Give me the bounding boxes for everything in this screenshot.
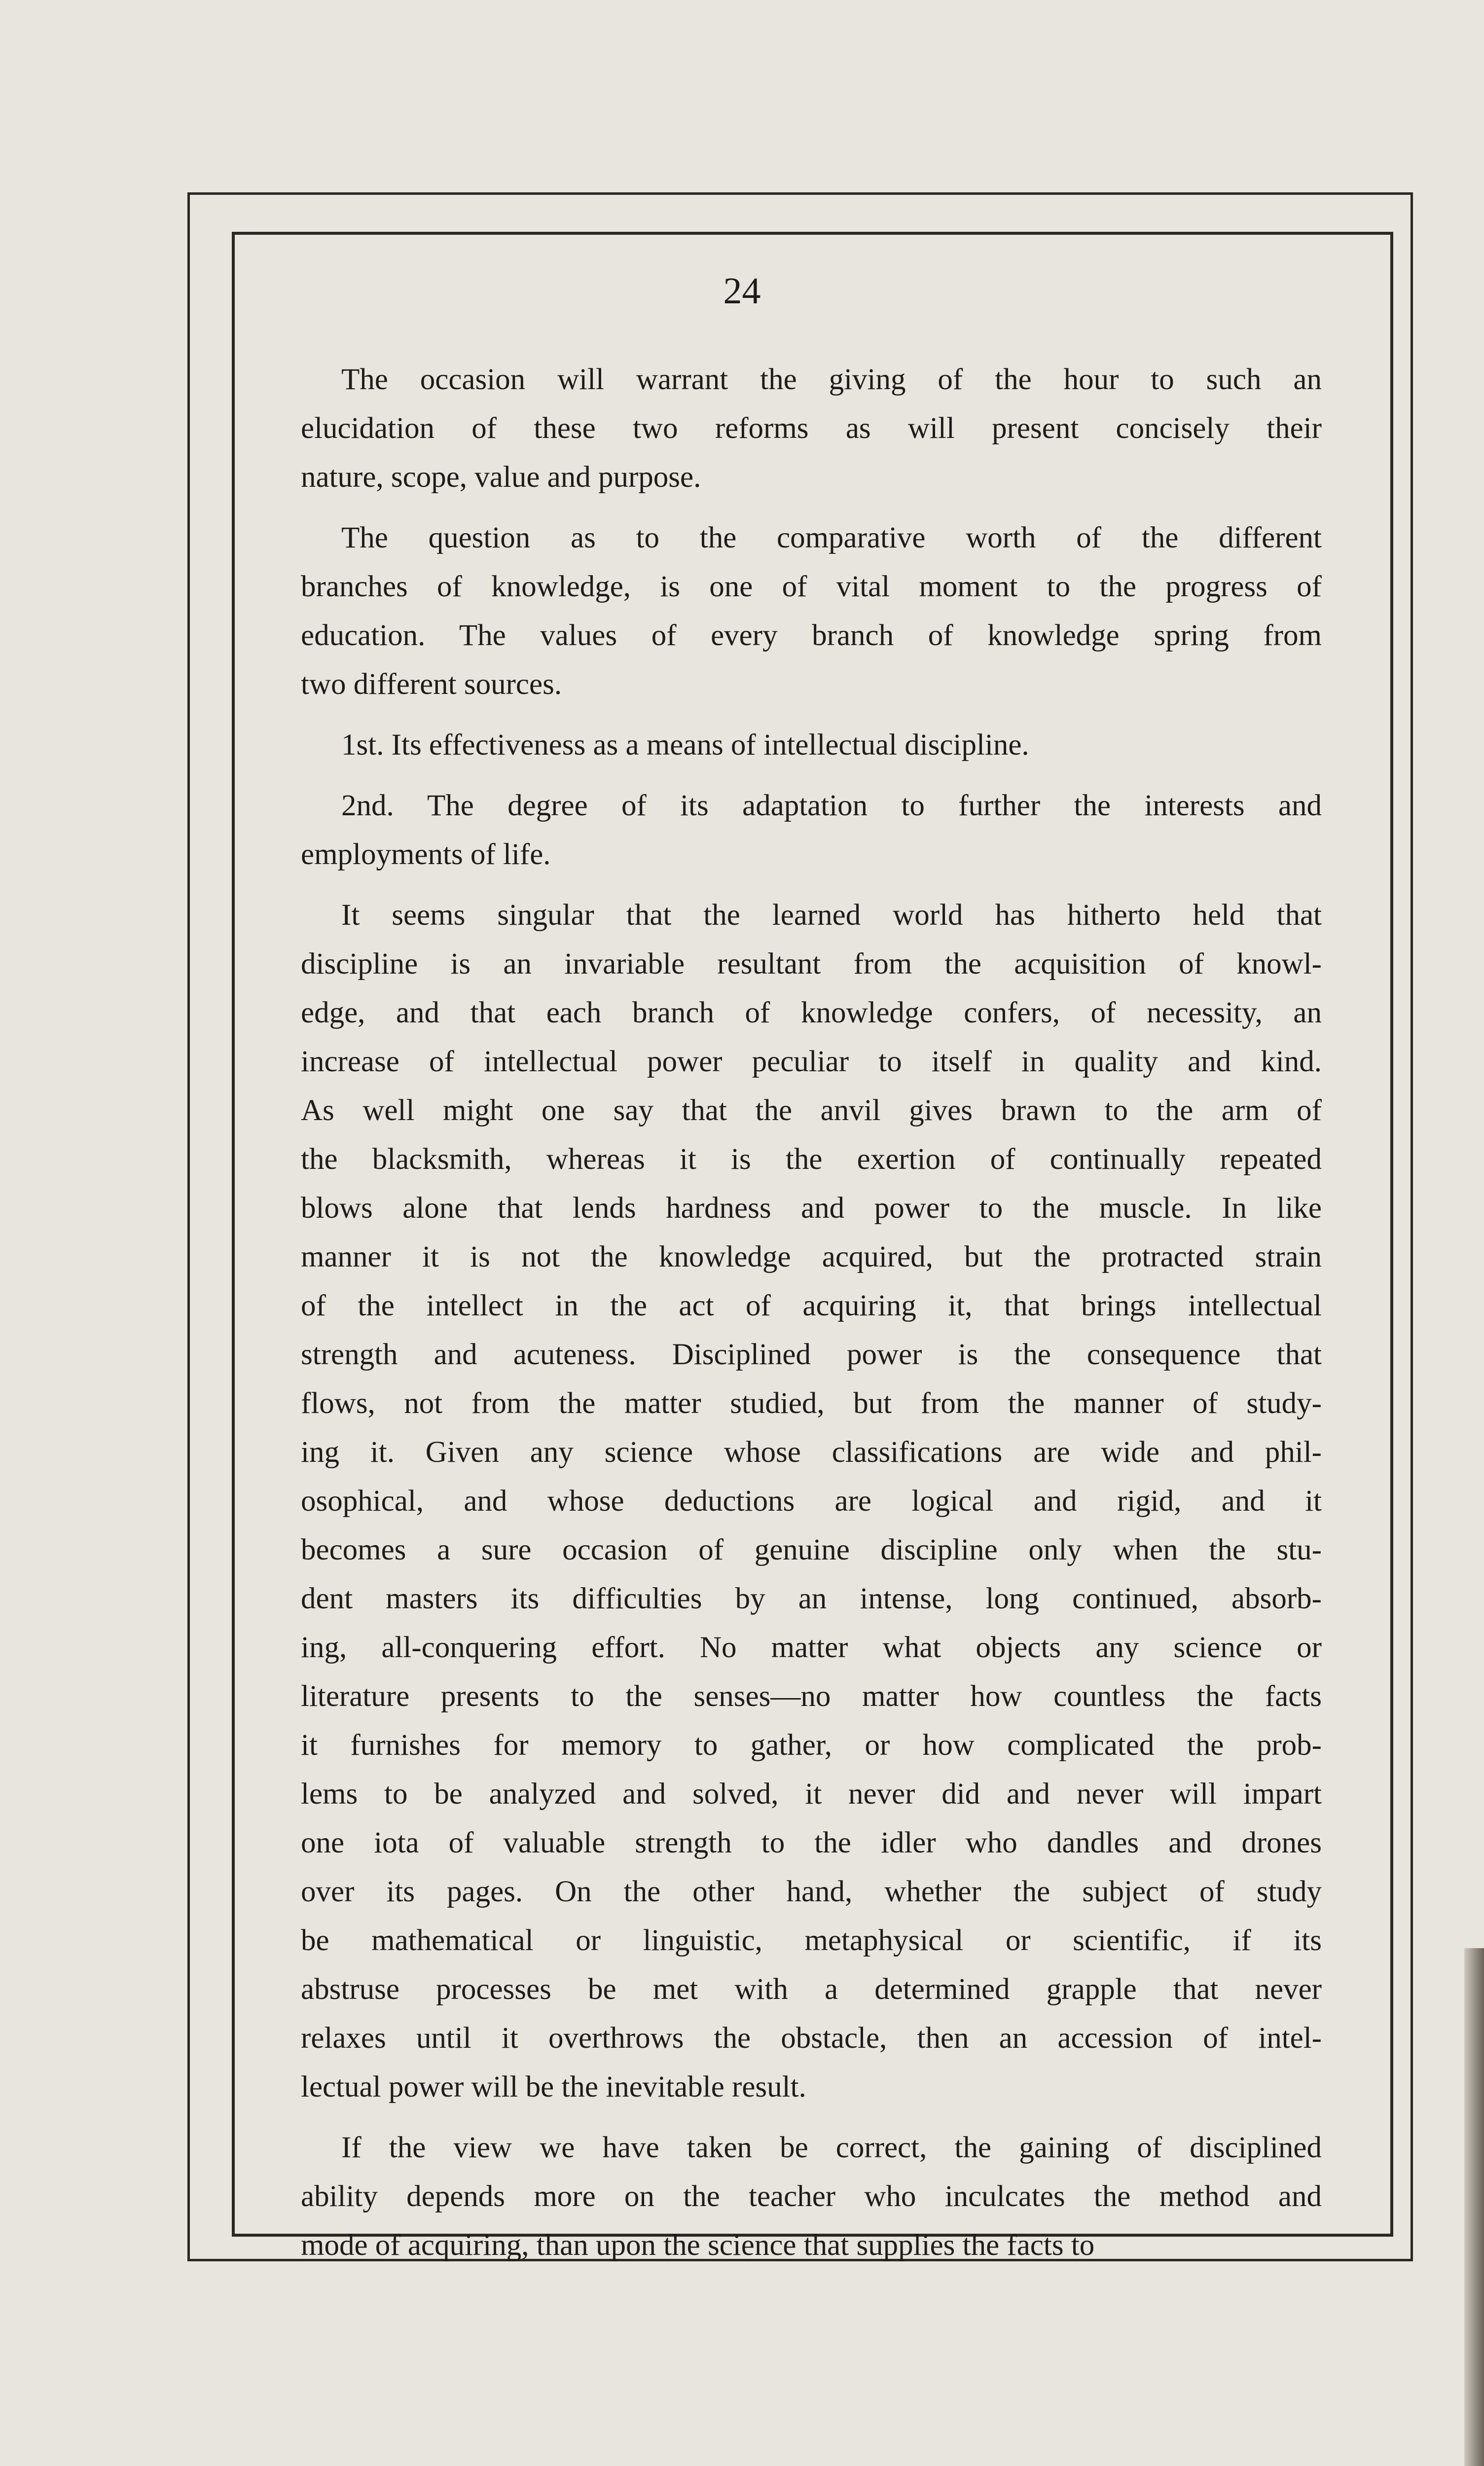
text-line: it furnishes for memory to gather, or how complicated the prob- bbox=[301, 1729, 1322, 1762]
text-line: two different sources. bbox=[301, 668, 562, 701]
text-line: employments of life. bbox=[301, 838, 551, 871]
text-line: relaxes until it overthrows the obstacle, then an accession of intel- bbox=[301, 2022, 1322, 2055]
text-line: literature presents to the senses—no matter how countless the facts bbox=[301, 1680, 1322, 1713]
text-line: As well might one say that the anvil gives brawn to the arm of bbox=[301, 1094, 1322, 1127]
text-line: osophical, and whose deductions are logical and rigid, and it bbox=[301, 1485, 1322, 1518]
text-line: lems to be analyzed and solved, it never did and never will impart bbox=[301, 1777, 1322, 1811]
text-line: increase of intellectual power peculiar to itself in quality and kind. bbox=[301, 1045, 1322, 1078]
text-line: dent masters its difficulties by an intense, long continued, absorb- bbox=[301, 1582, 1322, 1615]
text-line: one iota of valuable strength to the idler who dandles and drones bbox=[301, 1826, 1322, 1859]
text-line: the blacksmith, whereas it is the exertion of continually repeated bbox=[301, 1143, 1322, 1176]
paragraph bbox=[301, 781, 1322, 879]
text-line: The question as to the comparative worth of the different bbox=[341, 521, 1322, 554]
text-line: ability depends more on the teacher who inculcates the method and bbox=[301, 2180, 1322, 2213]
paragraph bbox=[301, 513, 1322, 709]
text-line: discipline is an invariable resultant from the acquisition of knowl- bbox=[301, 947, 1322, 980]
text-line: education. The values of every branch of knowledge spring from bbox=[301, 619, 1322, 652]
text-line: elucidation of these two reforms as will present concisely their bbox=[301, 412, 1322, 445]
text-line: edge, and that each branch of knowledge confers, of necessity, an bbox=[301, 996, 1322, 1029]
text-line: flows, not from the matter studied, but from the manner of study- bbox=[301, 1387, 1322, 1420]
text-line: 2nd. The degree of its adaptation to further the interests and bbox=[341, 789, 1322, 822]
text-line: nature, scope, value and purpose. bbox=[301, 461, 701, 494]
text-line: manner it is not the knowledge acquired, but the protracted strain bbox=[301, 1240, 1322, 1273]
paragraph bbox=[301, 721, 1322, 769]
text-line: strength and acuteness. Disciplined power is the consequence that bbox=[301, 1338, 1322, 1371]
text-line: It seems singular that the learned world has hitherto held that bbox=[341, 899, 1322, 932]
paragraph bbox=[301, 2123, 1322, 2270]
text-line: 1st. Its effectiveness as a means of intellectual discipline. bbox=[341, 728, 1029, 762]
text-line: blows alone that lends hardness and power to the muscle. In like bbox=[301, 1192, 1322, 1225]
text-line: mode of acquiring, than upon the science that supplies the facts to bbox=[301, 2229, 1095, 2262]
text-line: over its pages. On the other hand, whether the subject of study bbox=[301, 1875, 1322, 1908]
text-line: lectual power will be the inevitable result. bbox=[301, 2070, 806, 2103]
text-line: ing it. Given any science whose classifications are wide and phil- bbox=[301, 1436, 1322, 1469]
text-line: ing, all-conquering effort. No matter what objects any science or bbox=[301, 1631, 1322, 1664]
page-number: 24 bbox=[723, 270, 761, 312]
page-edge-shadow bbox=[1464, 1948, 1484, 2466]
text-line: of the intellect in the act of acquiring it, that brings intellectual bbox=[301, 1289, 1322, 1322]
paragraph bbox=[301, 355, 1322, 502]
text-line: branches of knowledge, is one of vital moment to the progress of bbox=[301, 570, 1322, 603]
text-line: be mathematical or linguistic, metaphysical or scientific, if its bbox=[301, 1924, 1322, 1957]
text-line: abstruse processes be met with a determined grapple that never bbox=[301, 1973, 1322, 2006]
text-line: becomes a sure occasion of genuine discipline only when the stu- bbox=[301, 1533, 1322, 1566]
paragraph bbox=[301, 891, 1322, 2111]
text-line: If the view we have taken be correct, the gaining of disciplined bbox=[341, 2131, 1322, 2164]
text-line: The occasion will warrant the giving of the hour to such an bbox=[341, 363, 1322, 396]
body-text bbox=[301, 355, 1322, 2282]
